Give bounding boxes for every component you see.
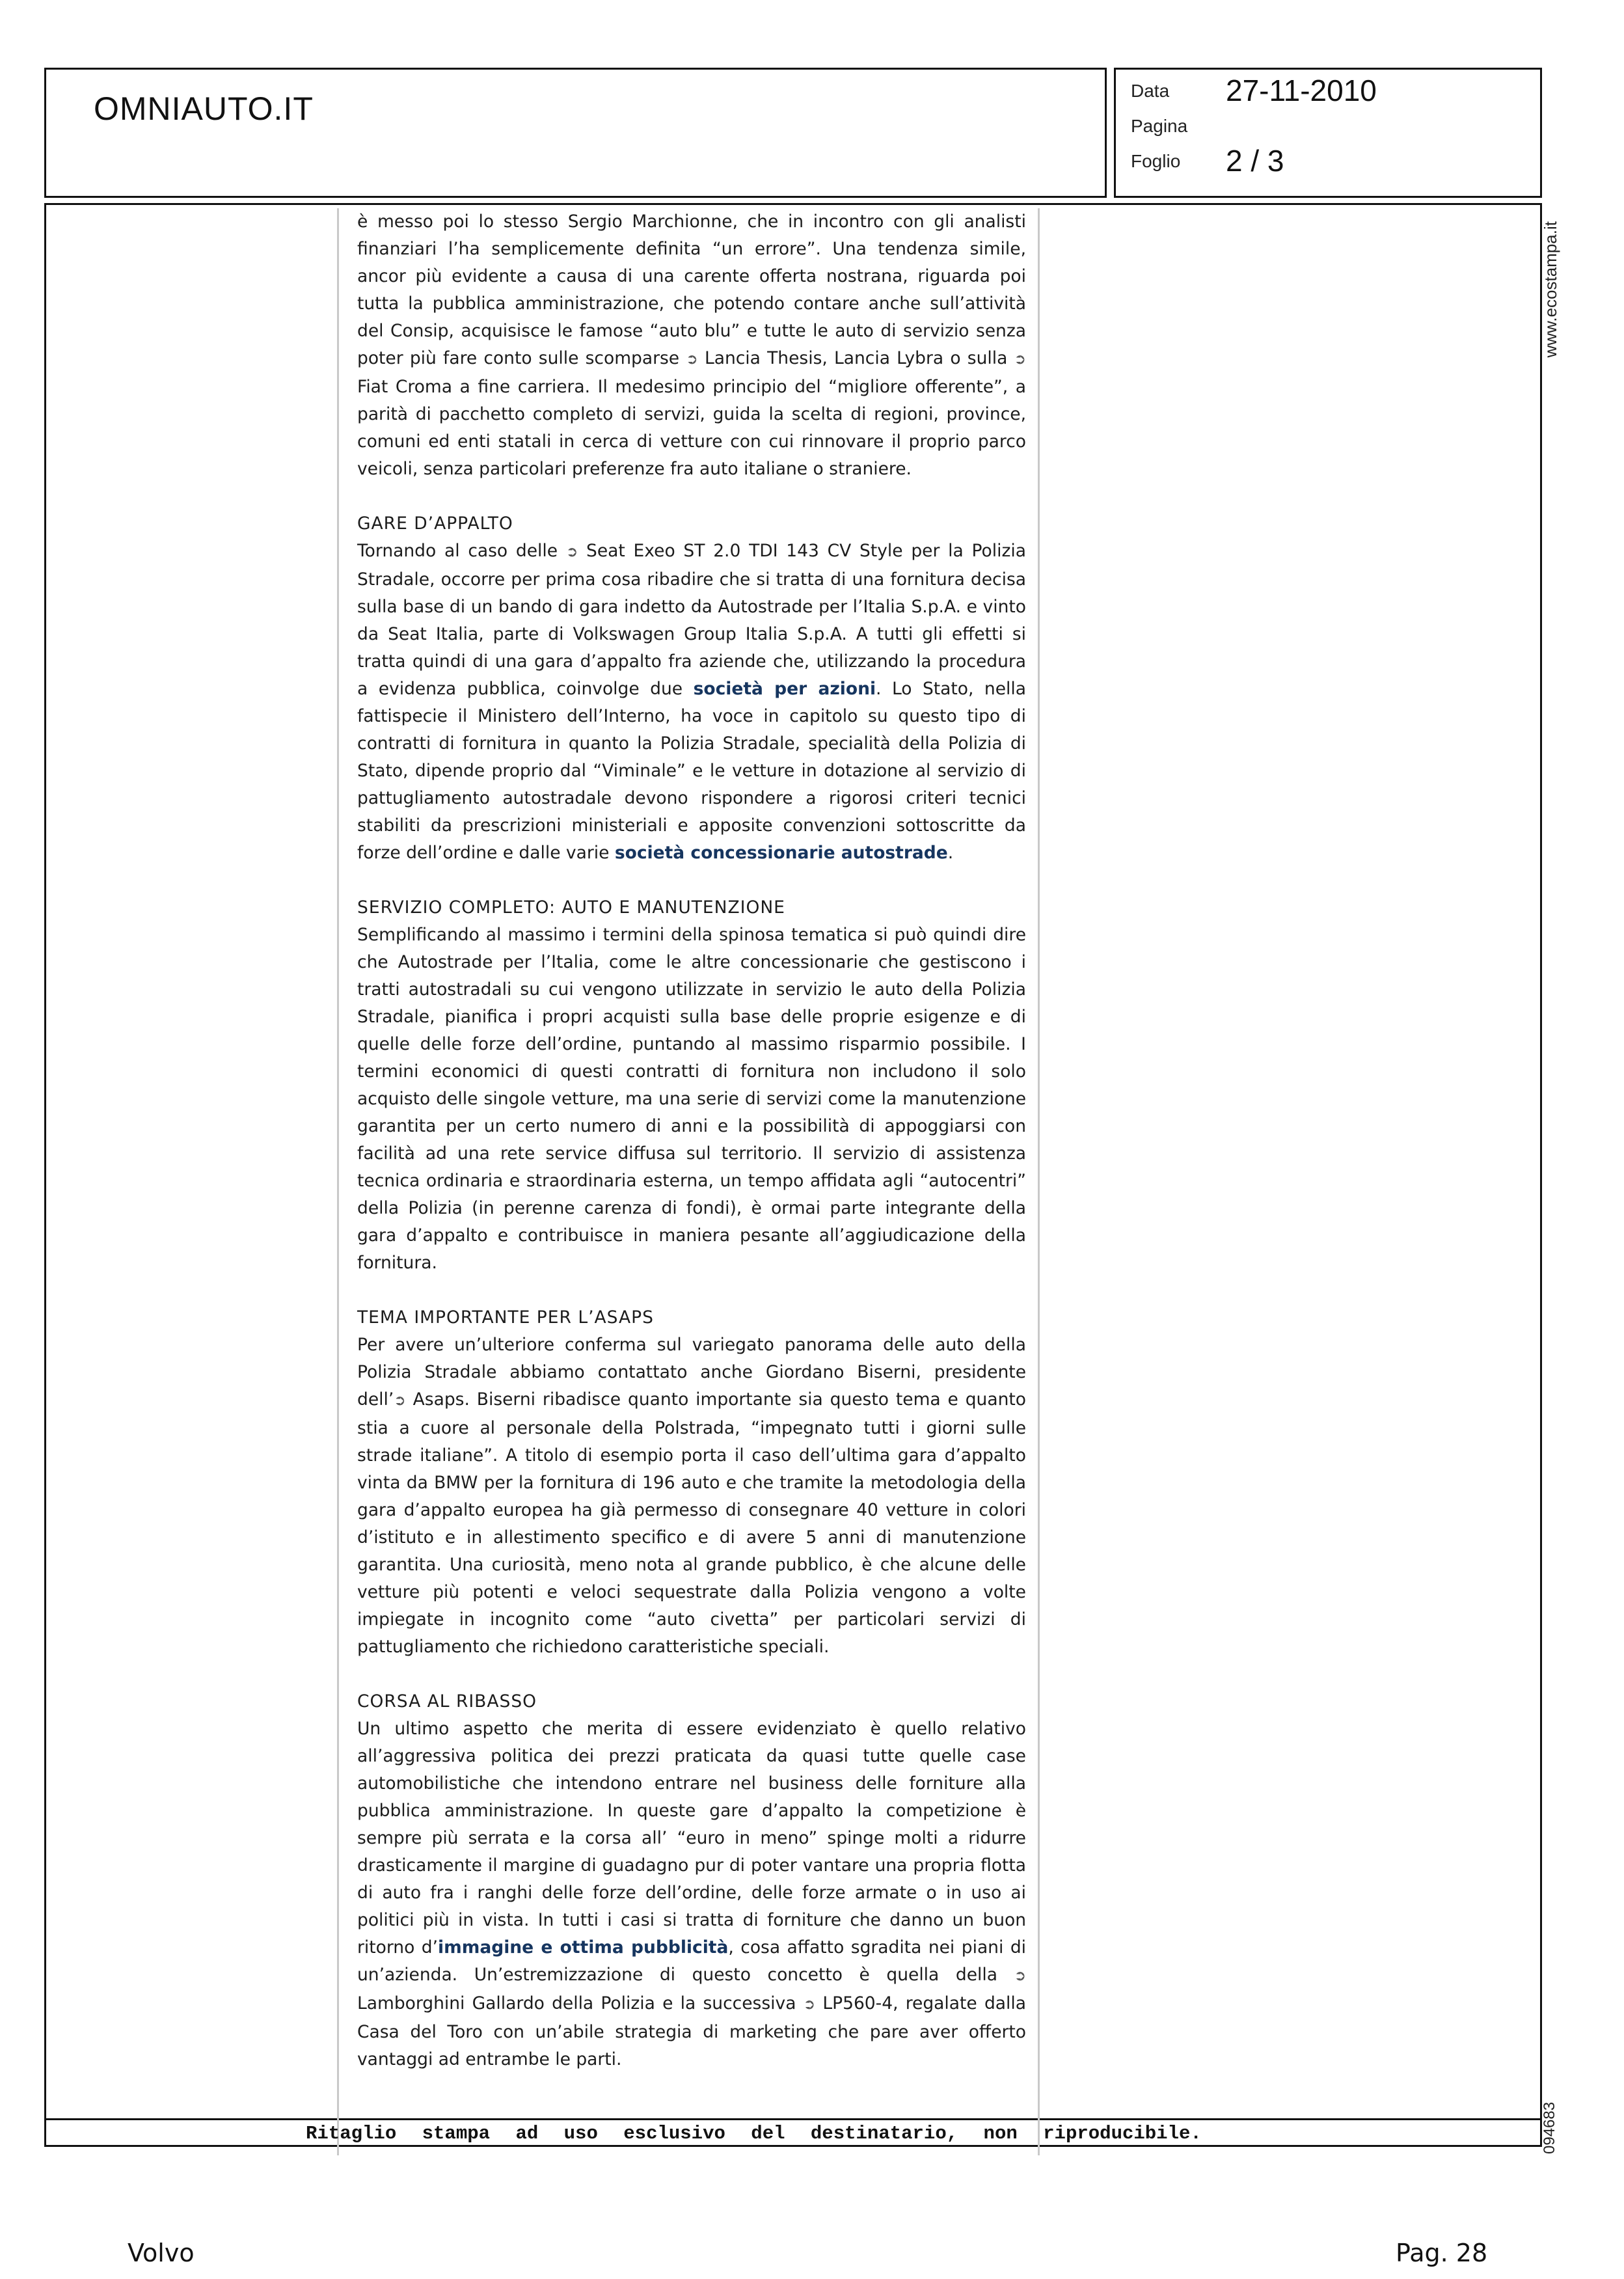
external-link-icon: ➲: [394, 1393, 406, 1409]
external-link-icon: ➲: [565, 544, 578, 560]
page-label: Pagina: [1131, 116, 1188, 136]
section-heading: CORSA AL RIBASSO: [357, 1691, 537, 1712]
link-lp560[interactable]: LP560-4: [822, 1993, 893, 2013]
article-paragraph: Un ultimo aspetto che merita di essere evidenziato è quello relativo all’aggressiva politica dei prezzi praticata da quasi tutte quelle case automobilistiche che intendono entrare nel business delle forniture alla pubblica amministrazione. In queste gare d’appalto la competizione è sempre più serrata e la corsa all’ “euro in meno” spinge molti a ridurre drasticamente il margine di guadagno pur di poter vantare una propria flotta di auto fra i ranghi delle forze dell’ordine, delle forze armate o in uso ai politici più in vista. In tutti i casi si tratta di forniture che danno un buon ritorno d’immagine e ottima pubblicità, cosa affatto sgradita nei piani di un’azienda. Un’estremizzazione di questo concetto è quella della ➲ Lamborghini Gallardo della Polizia e la successiva ➲ LP560-4, regalate dalla Casa del Toro con un’abile strategia di marketing che pare aver offerto vantaggi ad entrambe le parti.: [357, 1719, 1027, 2069]
reproduction-disclaimer: Ritaglio stampa ad uso esclusivo del destinatario, non riproducibile.: [306, 2123, 1202, 2144]
footer-page-number: Pag. 28: [1396, 2239, 1488, 2267]
external-link-icon: ➲: [803, 1997, 816, 2013]
source-url: www.ecostampa.it: [1541, 221, 1560, 358]
document-code: 094683: [1541, 2101, 1558, 2154]
emphasis-link[interactable]: immagine e ottima pubblicità: [438, 1937, 729, 1958]
external-link-icon: ➲: [1014, 1968, 1026, 1984]
date-value: 27-11-2010: [1226, 74, 1377, 107]
section-heading: TEMA IMPORTANTE PER L’ASAPS: [357, 1307, 654, 1328]
external-link-icon: ➲: [1014, 351, 1026, 368]
link-lancia[interactable]: Lancia Thesis, Lancia Lybra o sulla: [704, 348, 1008, 368]
article-paragraph: Per avere un’ulteriore conferma sul variegato panorama delle auto della Polizia Stradale abbiamo contattato anche Giordano Biserni, presidente dell’➲ Asaps. Biserni ribadisce quanto importante sia questo tema e quanto stia a cuore al personale della Polstrada, “impegnato tutti i giorni sulle strade italiane”. A titolo di esempio porta il caso dell’ultima gara d’appalto vinta da BMW per la fornitura di 196 auto e che tramite la metodologia della gara d’appalto europea ha già permesso di consegnare 40 vetture in colori d’istituto e in allestimento specifico e di avere 5 anni di manutenzione garantita. Una curiosità, meno nota al grande pubblico, è che alcune delle vetture più potenti e veloci sequestrate dalla Polizia vengono a volte impiegate in incognito come “auto civetta” per particolari servizi di pattugliamento che richiedono caratteristiche speciali.: [357, 1335, 1026, 1657]
header-left-box: [44, 68, 1107, 198]
emphasis-link[interactable]: società per azioni: [693, 679, 876, 699]
publication-title: OMNIAUTO.IT: [94, 90, 314, 127]
article-body: [337, 208, 1040, 2155]
article-paragraph: Tornando al caso delle ➲ Seat Exeo ST 2.0 TDI 143 CV Style per la Polizia Stradale, occorre per prima cosa ribadire che si tratta di una fornitura decisa sulla base di un bando di gara indetto da Autostrade per l’Italia S.p.A. e vinto da Seat Italia, parte di Volkswagen Group Italia S.p.A. A tutti gli effetti si tratta quindi di una gara d’appalto fra aziende che, utilizzando la procedura a evidenza pubblica, coinvolge due società per azioni. Lo Stato, nella fattispecie il Ministero dell’Interno, ha voce in capitolo su questo tipo di contratti di fornitura in quanto la Polizia Stradale, specialità della Polizia di Stato, dipende proprio dal “Viminale” e le vetture in dotazione al servizio di pattugliamento autostradale devono rispondere a rigorosi criteri tecnici stabiliti da prescrizioni ministeriali e apposite convenzioni sottoscritte da forze dell’ordine e dalle varie società concessionarie autostrade.: [357, 541, 1026, 863]
section-heading: GARE D’APPALTO: [357, 513, 513, 534]
footer-brand: Volvo: [128, 2239, 195, 2267]
link-seat-exeo[interactable]: Seat Exeo ST 2.0 TDI 143 CV Style: [586, 541, 903, 561]
article-paragraph-intro: è messo poi lo stesso Sergio Marchionne, che in incontro con gli analisti finanziari l’ha semplicemente definita “un errore”. Una tendenza simile, ancor più evidente a causa di una carente offerta nostrana, riguarda poi tutta la pubblica amministrazione, che potendo contare anche sull’attività del Consip, acquisisce le famose “auto blu” e tutte le auto di servizio senza poter più fare conto sulle scomparse ➲ Lancia Thesis, Lancia Lybra o sulla ➲ Fiat Croma a fine carriera. Il medesimo principio del “migliore offerente”, a parità di pacchetto completo di servizi, guida la scelta di regioni, province, comuni ed enti statali in cerca di vetture con cui rinnovare il proprio parco veicoli, senza particolari preferenze fra auto italiane o straniere.: [357, 212, 1026, 479]
link-fiat-croma[interactable]: Fiat Croma: [357, 377, 452, 397]
sheet-label: Foglio: [1131, 151, 1181, 171]
emphasis-link[interactable]: società concessionarie autostrade: [614, 843, 948, 863]
section-heading: SERVIZIO COMPLETO: AUTO E MANUTENZIONE: [357, 897, 785, 918]
external-link-icon: ➲: [686, 351, 698, 368]
link-lamborghini[interactable]: Lamborghini Gallardo della Polizia: [357, 1993, 655, 2013]
link-asaps[interactable]: Asaps: [413, 1389, 465, 1410]
date-label: Data: [1131, 81, 1170, 101]
article-paragraph: Semplificando al massimo i termini della spinosa tematica si può quindi dire che Autostrade per l’Italia, come le altre concessionarie che gestiscono i tratti autostradali su cui vengono utilizzate in servizio le auto della Polizia Stradale, pianifica i propri acquisti sulla base delle proprie esigenze e di quelle delle forze dell’ordine, puntando al massimo risparmio possibile. I termini economici di questi contratti di fornitura non includono il solo acquisto delle singole vetture, ma una serie di servizi come la manutenzione garantita per un certo numero di anni e la possibilità di appoggiarsi con facilità ad una rete service diffusa sul territorio. Il servizio di assistenza tecnica ordinaria e straordinaria esterna, un tempo affidata agli “autocentri” della Polizia (in perenne carenza di fondi), è ormai parte integrante della gara d’appalto e contribuisce in maniera pesante all’aggiudicazione della fornitura.: [357, 925, 1026, 1273]
sheet-value: 2 / 3: [1226, 144, 1284, 178]
